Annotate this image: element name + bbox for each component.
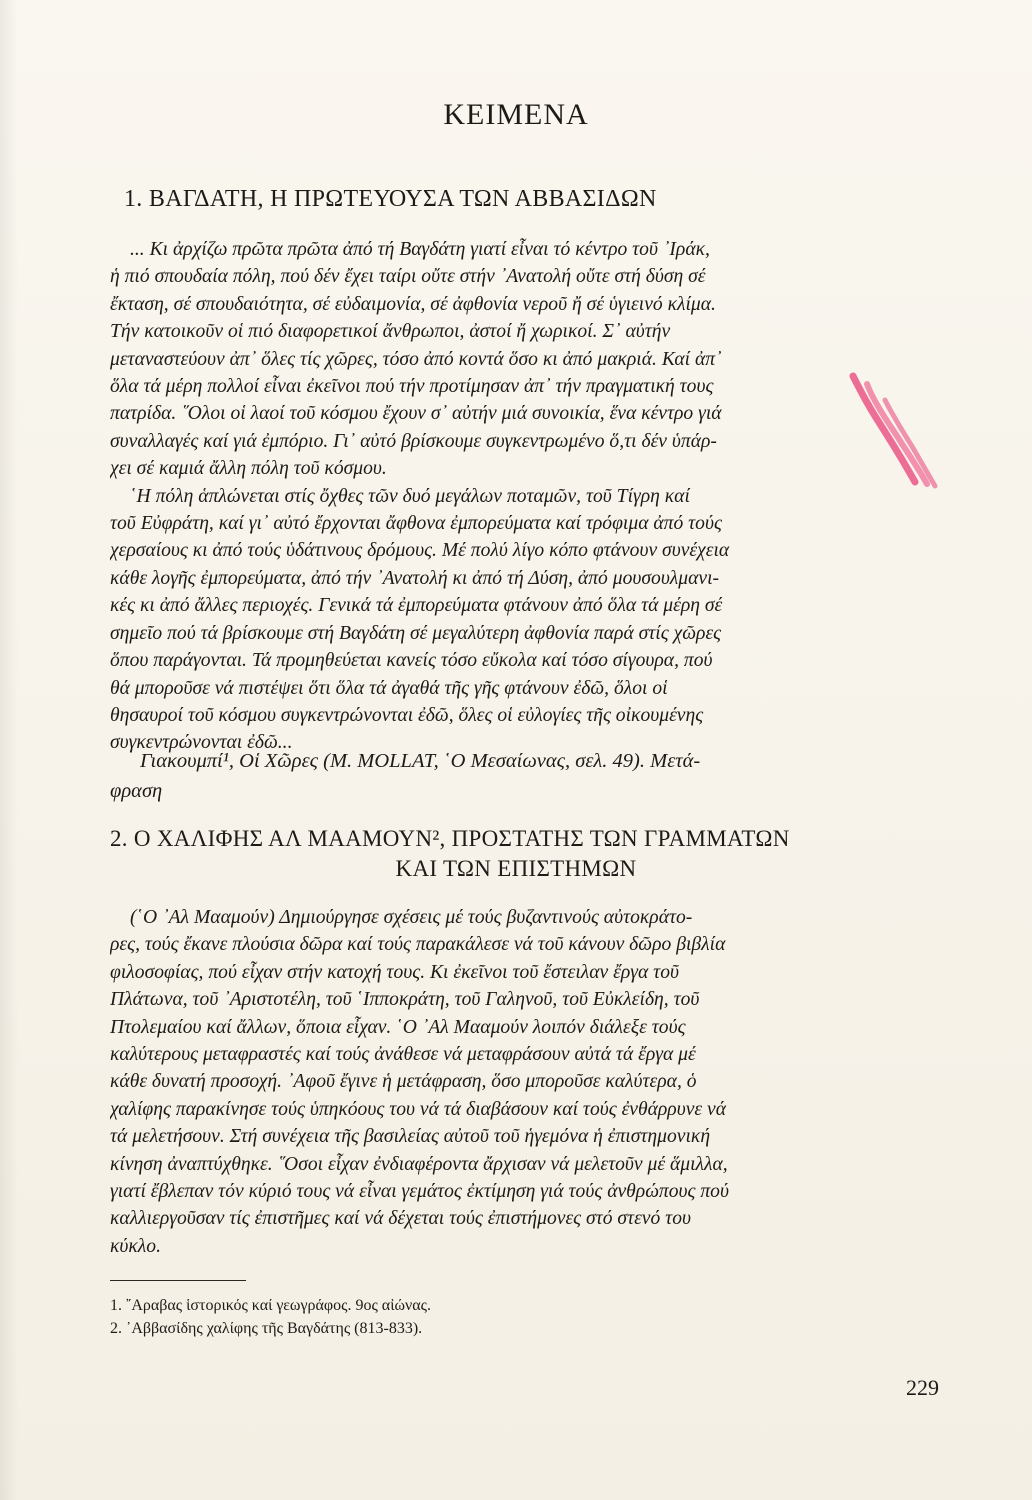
highlighter-mark: [845, 370, 945, 490]
text-line: τά μελετήσουν. Στή συνέχεια τῆς βασιλείας αὐτοῦ τοῦ ἡγεμόνα ἡ ἐπιστημονική: [110, 1126, 711, 1148]
text-line: κίνηση ἀναπτύχθηκε. ῞Οσοι εἶχαν ἐνδιαφέροντα ἄρχισαν νά μελετοῦν μέ ἅμιλλα,: [110, 1153, 728, 1175]
text-line: ἔκταση, σέ σπουδαιότητα, σέ εὐδαιμονία, σέ ἀφθονία νεροῦ ἤ σέ ὑγιεινό κλίμα.: [110, 293, 716, 315]
text-line: συγκεντρώνονται ἐδῶ...: [110, 732, 293, 754]
footnote-1: 1. ῎Αραβας ἱστορικός καί γεωγράφος. 9ος αἰώνας.: [110, 1297, 431, 1314]
text-line: τοῦ Εὐφράτη, καί γι᾽ αὐτό ἔρχονται ἄφθονα ἐμπορεύματα καί τρόφιμα ἀπό τούς: [110, 513, 722, 535]
section-2-body: [110, 904, 765, 1260]
text-line: φιλοσοφίας, πού εἶχαν στήν κατοχή τους. Κι ἐκεῖνοι τοῦ ἔστειλαν ἔργα τοῦ: [110, 961, 679, 983]
text-line: κύκλο.: [110, 1235, 161, 1257]
section-1-heading: 1. ΒΑΓΔΑΤΗ, Η ΠΡΩΤΕΥΟΥΣΑ ΤΩΝ ΑΒΒΑΣΙΔΩΝ: [124, 186, 657, 212]
section-2-heading-line-2: ΚΑΙ ΤΩΝ ΕΠΙΣΤΗΜΩΝ: [395, 856, 637, 881]
section-1-citation: [110, 746, 765, 806]
footnote-2: 2. ᾽Αββασίδης χαλίφης τῆς Βαγδάτης (813-833).: [110, 1320, 423, 1337]
text-line: ἡ πιό σπουδαία πόλη, πού δέν ἔχει ταίρι οὔτε στήν ᾽Ανατολή οὔτε στή δύση σέ: [110, 266, 706, 288]
text-line: καλύτερους μεταφραστές καί τούς ἀνάθεσε νά μεταφράσουν αὐτά τά ἔργα μέ: [110, 1044, 696, 1066]
text-line: χαλίφης παρακίνησε τούς ὑπηκόους του νά τά διαβάσουν καί τούς ἐνθάρρυνε νά: [110, 1098, 727, 1120]
text-line: (῾Ο ᾽Αλ Μααμούν) Δημιούργησε σχέσεις μέ τούς βυζαντινούς αὐτοκράτο-: [130, 907, 693, 928]
section-1-body: [110, 236, 765, 757]
text-line: χερσαίους κι ἀπό τούς ὑδάτινους δρόμους. Μέ πολύ λίγο κόπο φτάνουν συνέχεια: [110, 540, 730, 562]
section-2-heading-line-1: 2. Ο ΧΑΛΙΦΗΣ ΑΛ ΜΑΑΜΟΥΝ², ΠΡΟΣΤΑΤΗΣ ΤΩΝ ΓΡΑΜΜΑΤΩΝ: [110, 826, 790, 851]
text-line: Τήν κατοικοῦν οἱ πιό διαφορετικοί ἄνθρωποι, ἀστοί ἤ χωρικοί. Σ᾽ αὐτήν: [110, 321, 671, 343]
text-line: ... Κι ἀρχίζω πρῶτα πρῶτα ἀπό τή Βαγδάτη γιατί εἶναι τό κέντρο τοῦ ᾽Ιράκ,: [130, 239, 710, 260]
text-line: Πλάτωνα, τοῦ ᾽Αριστοτέλη, τοῦ ῾Ιπποκράτη, τοῦ Γαληνοῦ, τοῦ Εὐκλείδη, τοῦ: [110, 989, 700, 1011]
footnotes: [110, 1294, 431, 1340]
text-line: Πτολεμαίου καί ἄλλων, ὅποια εἶχαν. ῾Ο ᾽Αλ Μααμούν λοιπόν διάλεξε τούς: [110, 1016, 686, 1038]
text-line: γιατί ἔβλεπαν τόν κύριό τους νά εἶναι γεμάτος ἐκτίμηση γιά τούς ἀνθρώπους πού: [110, 1181, 729, 1203]
text-line: χει σέ καμιά ἄλλη πόλη τοῦ κόσμου.: [110, 458, 387, 480]
citation-line: φραση: [110, 780, 163, 802]
text-line: ὅπου παράγονται. Τά προμηθεύεται κανείς τόσο εὔκολα καί τόσο σίγουρα, πού: [110, 650, 713, 672]
text-line: συναλλαγές καί γιά ἐμπόριο. Γι᾽ αὐτό βρίσκουμε συγκεντρωμένο ὅ,τι δέν ὑπάρ-: [110, 430, 717, 452]
text-line: μεταναστεύουν ἀπ᾽ ὅλες τίς χῶρες, τόσο ἀπό κοντά ὅσο κι ἀπό μακριά. Καί ἀπ᾽: [110, 348, 722, 370]
text-line: καλλιεργοῦσαν τίς ἐπιστῆμες καί νά δέχεται τούς ἐπιστήμονες στό στενό του: [110, 1208, 691, 1230]
page-title: ΚΕΙΜΕΝΑ: [443, 98, 589, 131]
text-line: ρες, τούς ἔκανε πλούσια δῶρα καί τούς παρακάλεσε νά τοῦ κάνουν δῶρο βιβλία: [110, 934, 726, 956]
text-line: κές κι ἀπό ἄλλες περιοχές. Γενικά τά ἐμπορεύματα φτάνουν ἀπό ὅλα τά μέρη σέ: [110, 595, 723, 617]
text-line: θησαυροί τοῦ κόσμου συγκεντρώνονται ἐδῶ, ὅλες οἱ εὐλογίες τῆς οἰκουμένης: [110, 704, 704, 726]
text-line: ῾Η πόλη ἁπλώνεται στίς ὄχθες τῶν δυό μεγάλων ποταμῶν, τοῦ Τίγρη καί: [130, 485, 690, 507]
text-line: πατρίδα. ῞Ολοι οἱ λαοί τοῦ κόσμου ἔχουν σ᾽ αὐτήν μιά συνοικία, ἕνα κέντρο γιά: [110, 403, 722, 425]
text-line: κάθε λογῆς ἐμπορεύματα, ἀπό τήν ᾽Ανατολή κι ἀπό τή Δύση, ἀπό μουσουλμανι-: [110, 567, 720, 589]
text-line: κάθε δυνατή προσοχή. ᾽Αφοῦ ἔγινε ἡ μετάφραση, ὅσο μποροῦσε καλύτερα, ὁ: [110, 1071, 697, 1093]
text-line: σημεῖο πού τά βρίσκουμε στή Βαγδάτη σέ μεγαλύτερη ἀφθονία παρά στίς χῶρες: [110, 622, 722, 644]
text-line: ὅλα τά μέρη πολλοί εἶναι ἐκεῖνοι πού τήν προτίμησαν ἀπ᾽ τήν πραγματική τους: [110, 376, 714, 398]
page-number: 229: [906, 1375, 939, 1400]
citation-line: Γιακουμπί¹, Οἱ Χῶρες (Μ. MOLLAT, ῾Ο Μεσαίωνας, σελ. 49). Μετά-: [140, 750, 701, 772]
footnote-divider: [110, 1280, 246, 1281]
text-line: θά μποροῦσε νά πιστέψει ὅτι ὅλα τά ἀγαθά τῆς γῆς φτάνουν ἐδῶ, ὅλοι οἱ: [110, 677, 668, 699]
